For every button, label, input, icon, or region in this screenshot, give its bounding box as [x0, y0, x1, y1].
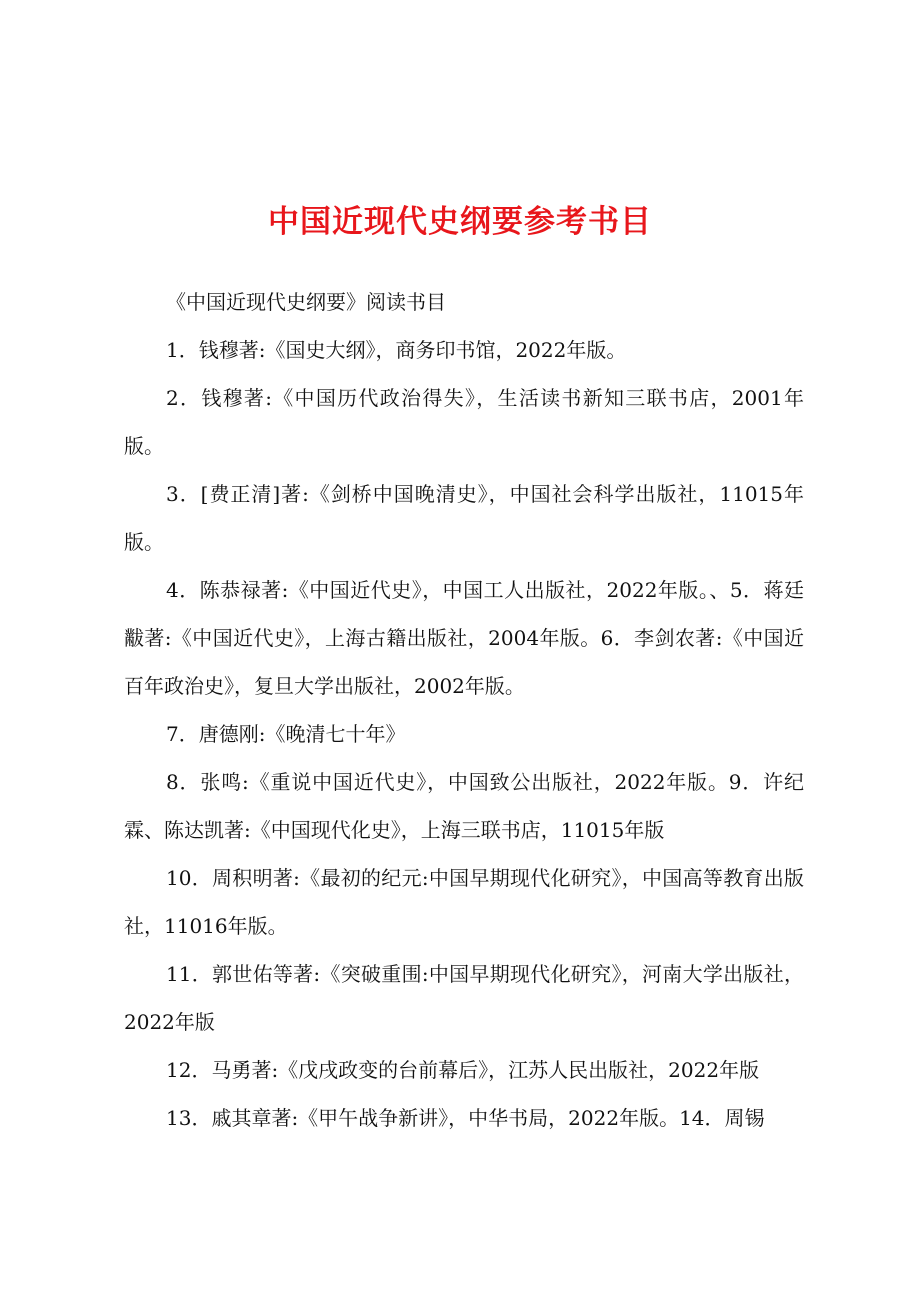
list-item: 1．钱穆著:《国史大纲》，商务印书馆，2022年版。 — [166, 338, 627, 362]
list-heading: 《中国近现代史纲要》阅读书目 — [166, 290, 446, 314]
list-item: 4．陈恭禄著:《中国近代史》，中国工人出版社，2022年版。、5．蒋廷黻著:《中国近代史》，上海古籍出版社，2004年版。6．李剑农著:《中国近百年政治史》，复旦大学出版社，2002年版。 — [124, 578, 804, 698]
list-item: 12．马勇著:《戊戌政变的台前幕后》，江苏人民出版社，2022年版 — [166, 1058, 760, 1082]
list-item: 8．张鸣:《重说中国近代史》，中国致公出版社，2022年版。9．许纪霖、陈达凯著:《中国现代化史》，上海三联书店，11015年版 — [124, 770, 804, 842]
list-item: 2．钱穆著:《中国历代政治得失》，生活读书新知三联书店，2001年版。 — [124, 386, 804, 458]
reading-list — [124, 278, 804, 1142]
list-item: 11．郭世佑等著:《突破重围:中国早期现代化研究》，河南大学出版社，2022年版 — [124, 962, 804, 1034]
list-item: 13．戚其章著:《甲午战争新讲》，中华书局，2022年版。14．周锡 — [166, 1106, 765, 1130]
document-title: 中国近现代史纲要参考书目 — [268, 204, 652, 240]
list-item: 7．唐德刚:《晚清七十年》 — [166, 722, 406, 746]
list-item: 10．周积明著:《最初的纪元:中国早期现代化研究》，中国高等教育出版社，11016年版。 — [124, 866, 804, 938]
list-item: 3．[费正清]著:《剑桥中国晚清史》，中国社会科学出版社，11015年版。 — [124, 482, 804, 554]
